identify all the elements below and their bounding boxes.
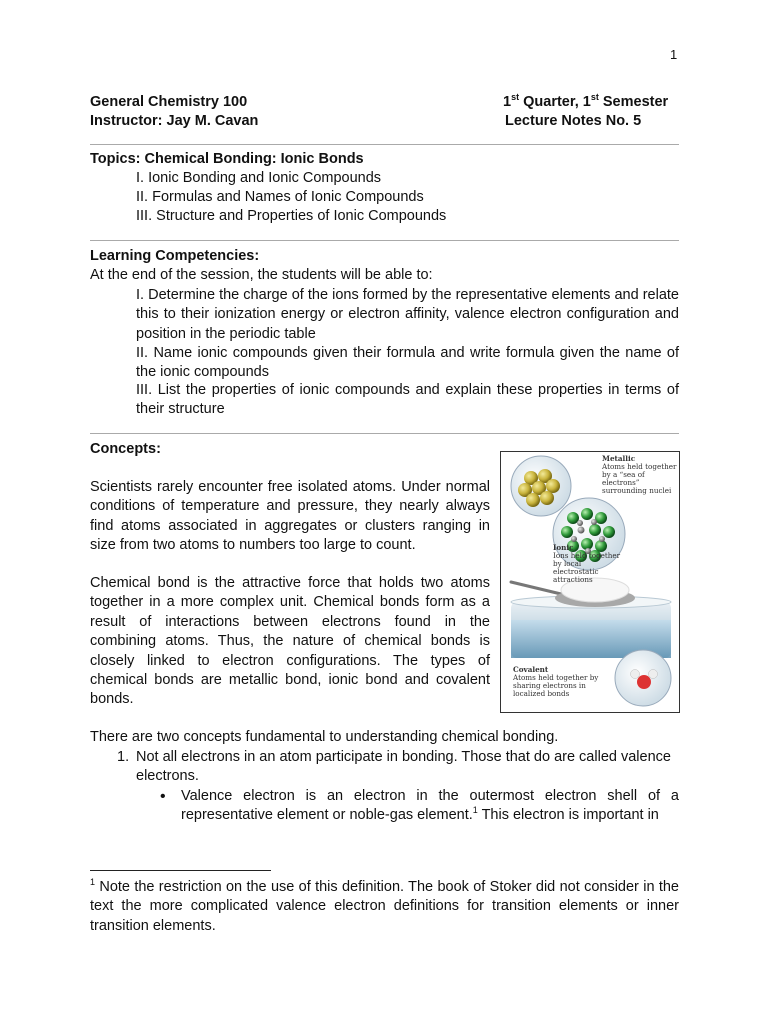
course-title: General Chemistry 100 [90, 94, 248, 110]
competencies-intro: At the end of the session, the students will be able to: [90, 267, 433, 283]
concepts-paragraph: Chemical bond is the attractive force that holds two atoms together in a more complex unit. Chemical bonds form as a result of interactions between electrons found in the combining atoms. Thus, the nature of chemical bonds is closely linked to electron configurations. The types of chemical bonds are metallic bond, ionic bond and covalent bonds. [90, 575, 490, 708]
bond-types-figure [500, 451, 680, 713]
topic-item: II. Formulas and Names of Ionic Compounds [136, 189, 424, 205]
list-number: 1. [117, 749, 130, 765]
bullet-icon: • [160, 788, 166, 805]
list-item: Not all electrons in an atom participate in bonding. Those that do are called valence electrons. [136, 749, 671, 785]
quarter-semester: 1st Quarter, 1st Semester [503, 92, 669, 110]
divider [90, 433, 679, 434]
competency-item: I. Determine the charge of the ions formed by the representative elements and relate this to their ionization energy or electron affinity, valence electron configuration and position in the periodic table [136, 287, 679, 342]
divider [90, 144, 679, 145]
concepts-heading: Concepts: [90, 441, 161, 457]
concepts-paragraph: There are two concepts fundamental to understanding chemical bonding. [90, 729, 559, 745]
footnote-separator [90, 870, 271, 871]
topic-item: III. Structure and Properties of Ionic Compounds [136, 208, 447, 224]
page-number: 1 [670, 47, 678, 62]
competencies-heading: Learning Competencies: [90, 248, 260, 264]
competency-item: III. List the properties of ionic compounds and explain these properties in terms of their structure [136, 382, 679, 418]
footnote: $^1$ Note the restriction on the use of this definition. The book of Stoker did not consider in the text the more complicated valence electron definitions for transition elements or inner transition elements. [90, 877, 679, 934]
covalent-label: Covalent Atoms held together by sharing electrons in localized bonds [513, 665, 599, 698]
instructor-name: Instructor: Jay M. Cavan [90, 113, 259, 129]
competency-item: II. Name ionic compounds given their formula and write formula given the name of the ionic compounds [136, 345, 679, 381]
concepts-paragraph: Scientists rarely encounter free isolated atoms. Under normal conditions of temperature and pressure, they nearly always find atoms associated in aggregates or clusters ranging in size from two atoms to numbers too large to count. [90, 479, 490, 554]
metallic-label: Metallic Atoms held together by a “sea of electrons” surrounding nuclei [602, 454, 677, 495]
topics-heading: Topics: Chemical Bonding: Ionic Bonds [90, 151, 364, 167]
ionic-label: Ionic Ions held together by local electrostatic attractions [553, 543, 621, 584]
divider [90, 240, 679, 241]
topic-item: I. Ionic Bonding and Ionic Compounds [136, 170, 382, 186]
lecture-number: Lecture Notes No. 5 [505, 113, 642, 129]
bullet-item: Valence electron is an electron in the outermost electron shell of a representative element or noble-gas element.$^1$ This electron is important in [181, 788, 679, 824]
